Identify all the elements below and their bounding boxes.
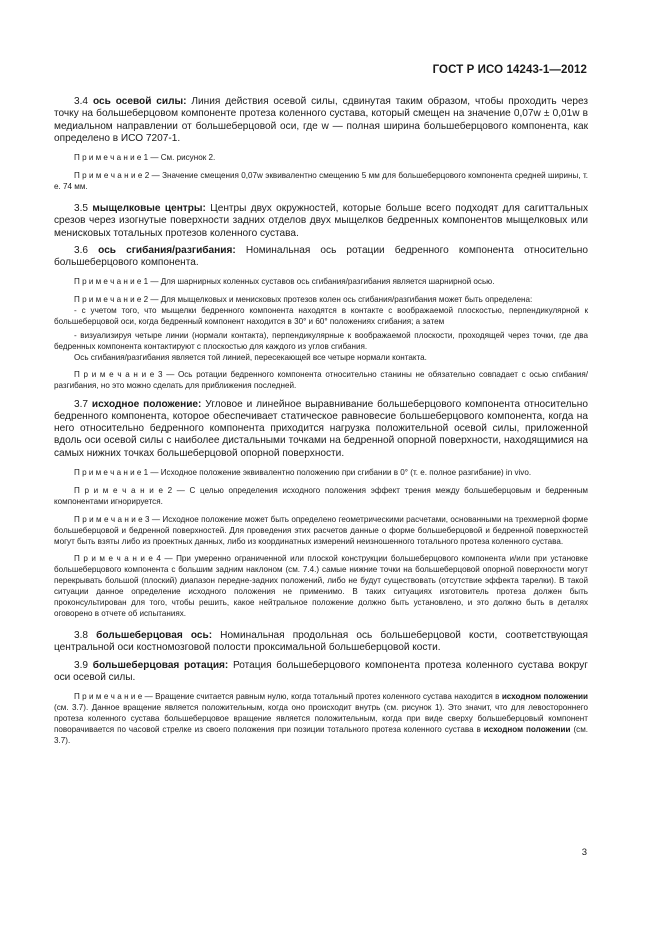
term-number: 3.4 xyxy=(74,96,89,107)
note-3-4-1 xyxy=(54,153,588,164)
note-label: П р и м е ч а н и е 2 xyxy=(74,485,173,495)
note-label: П р и м е ч а н и е 2 xyxy=(74,171,150,181)
note-3-6-2-item-2: - визуализируя четыре линии (нормали контакта), перпендикулярные к воображаемой плоскости, проходящей через точки, где два бедренных компонента контактируют с плоскостью для каждого из углов сгибания. xyxy=(54,331,588,351)
note-text: — Для шарнирных коленных суставов ось сгибания/разгибания является шарнирной осью. xyxy=(150,277,495,287)
document-body xyxy=(54,96,588,751)
term-number: 3.8 xyxy=(74,629,89,641)
term-definition: Номинальная ось ротации бедренного компонента относительно большеберцового компонента. xyxy=(54,244,588,269)
page-number: 3 xyxy=(581,847,587,858)
term-title: большеберцовая ось: xyxy=(96,629,213,641)
note-label: П р и м е ч а н и е 1 xyxy=(74,277,149,287)
term-number: 3.9 xyxy=(74,659,89,671)
note-3-7-4 xyxy=(54,554,588,619)
note-label: П р и м е ч а н и е 3 xyxy=(74,514,150,524)
term-3-8 xyxy=(54,630,588,655)
note-label: П р и м е ч а н и е 1 xyxy=(74,468,149,478)
term-number: 3.5 xyxy=(74,202,89,214)
note-text: — Исходное положение может быть определено геометрическими расчетами, основанными на трехмерной форме большеберцовой и бедренной поверхностей. Для проведения этих расчетов данные о форме большеберцовой и бедренной поверхностей могут быть взяты либо из проектных данных, либо из координатных измерений неизношенного тотального протеза коленного сустава. xyxy=(54,514,589,546)
term-number: 3.6 xyxy=(74,244,89,256)
note-label: П р и м е ч а н и е 3 xyxy=(74,369,163,379)
note-emphasis: исходном положении xyxy=(501,692,588,702)
term-definition: Ротация большеберцового компонента протеза коленного сустава вокруг оси осевой силы. xyxy=(54,659,588,683)
note-3-9 xyxy=(54,692,588,747)
term-3-7 xyxy=(54,399,588,460)
note-emphasis: исходном положении xyxy=(483,724,571,734)
term-title: большеберцовая ротация: xyxy=(92,659,229,671)
term-number: 3.7 xyxy=(74,398,89,410)
note-label: П р и м е ч а н и е xyxy=(74,692,143,702)
note-text: — При умеренно ограниченной или плоской конструкции большеберцового компонента и/или при установке большеберцового компонента с большим задним наклоном (см. 7.4.) самые нижние точки на большеберцовой опорной поверхности могут перекрывать большой (плоский) диапазон передне-задних положений, либо не будут существовать (отсутствие эффекта тарелки). В такой ситуации данное определение исходного положения не применимо. В таких ситуациях изготовитель протеза должен быть проконсультирован для того, чтобы решить, какое нейтральное положение должно быть установлено, и это должно быть в деталях оговорено в отчете об испытаниях. xyxy=(54,554,588,618)
term-title: мыщелковые центры: xyxy=(92,202,206,214)
document-header: ГОСТ Р ИСО 14243-1—2012 xyxy=(432,64,587,76)
term-definition: Угловое и линейное выравнивание большеберцового компонента относительно бедренного компонента, которое обеспечивает статическое равновесие большеберцового компонента, когда на него относительно бедренного компонента приходится нагрузка положительной осевой силы, приложенной вдоль оси осевой силы с наиболее дистальными точками на бедренной опорной поверхности, находящимися на самых нижних точках большеберцовой опорной поверхности. xyxy=(54,398,588,459)
note-3-6-2-item-1: - с учетом того, что мыщелки бедренного компонента находятся в контакте с воображаемой плоскостью, перпендикулярной к большеберцовой оси, когда бедренный компонент находится в 30° и 60° положениях сгибания; а затем xyxy=(54,306,588,327)
term-definition: Номинальная продольная ось большеберцовой кости, соответствующая центральной оси костномозговой полости проксимальной большеберцовой кости. xyxy=(54,629,588,654)
note-text: — Исходное положение эквивалентно положению при сгибании в 0° (т. е. полное разгибание) in vivo. xyxy=(150,468,532,478)
term-title: исходное положение: xyxy=(91,398,202,410)
note-3-7-1 xyxy=(54,468,588,479)
note-3-6-1 xyxy=(54,277,588,288)
note-3-6-2-item-3: Ось сгибания/разгибания является той линией, пересекающей все четыре нормали контакта. xyxy=(74,352,427,362)
note-text: — Ось ротации бедренного компонента относительно станины не обязательно совпадает с осью сгибания/разгибания, но это можно сделать для приближения последней. xyxy=(54,369,588,390)
note-label: П р и м е ч а н и е 1 xyxy=(74,153,149,163)
note-label: П р и м е ч а н и е 4 xyxy=(74,554,161,564)
note-text: — Вращение считается равным нулю, когда тотальный протез коленного сустава находится в xyxy=(144,692,500,702)
note-3-7-2 xyxy=(54,486,588,508)
term-title: ось сгибания/разгибания: xyxy=(98,244,236,256)
term-definition: Линия действия осевой силы, сдвинутая таким образом, чтобы проходить через точку на большеберцовом компоненте протеза коленного сустава, который смещен на значение 0,07w ± 0,01w в медиальном направлении от большеберцовой оси, где w — полная ширина большеберцового компонента, как определено в ИСО 7207-1. xyxy=(54,96,588,144)
note-text: — См. рисунок 2. xyxy=(150,153,216,163)
note-text: — Для мыщелковых и менисковых протезов колен ось сгибания/разгибания может быть определена: xyxy=(150,295,533,305)
note-3-4-2 xyxy=(54,171,588,193)
note-3-6-3 xyxy=(54,370,588,392)
note-text: (см. 3.7). xyxy=(54,724,589,745)
term-3-6 xyxy=(54,245,588,270)
term-definition: Центры двух окружностей, которые больше всего подходят для сагиттальных срезов через изогнутые поверхности задних отделов двух мыщелков бедренных компонентов мыщелковых или менисковых тотальных протезов коленного сустава. xyxy=(54,202,588,239)
note-text: (см. 3.7). Данное вращение является положительным, когда оно происходит внутрь (см. рисунок 1). Это значит, что для левостороннего протеза коленного сустава большеберцовое вращение является положительным, когда при виде сверху большеберцовый компонент поворачивается по часовой стрелке из своего положения при позиции тотального протеза коленного сустава в xyxy=(54,703,588,734)
term-3-5 xyxy=(54,203,588,240)
note-text: — Значение смещения 0,07w эквивалентно смещению 5 мм для большеберцового компонента средней ширины, т. е. 74 мм. xyxy=(54,171,589,191)
term-title: ось осевой силы: xyxy=(92,96,187,107)
note-3-7-3 xyxy=(54,515,588,548)
note-3-6-2 xyxy=(54,295,588,306)
note-label: П р и м е ч а н и е 2 xyxy=(74,295,149,305)
term-3-9 xyxy=(54,660,588,685)
note-text: — С целью определения исходного положения эффект трения между большеберцовым и бедренным компонентами игнорируется. xyxy=(54,485,588,506)
term-3-4 xyxy=(54,96,588,145)
